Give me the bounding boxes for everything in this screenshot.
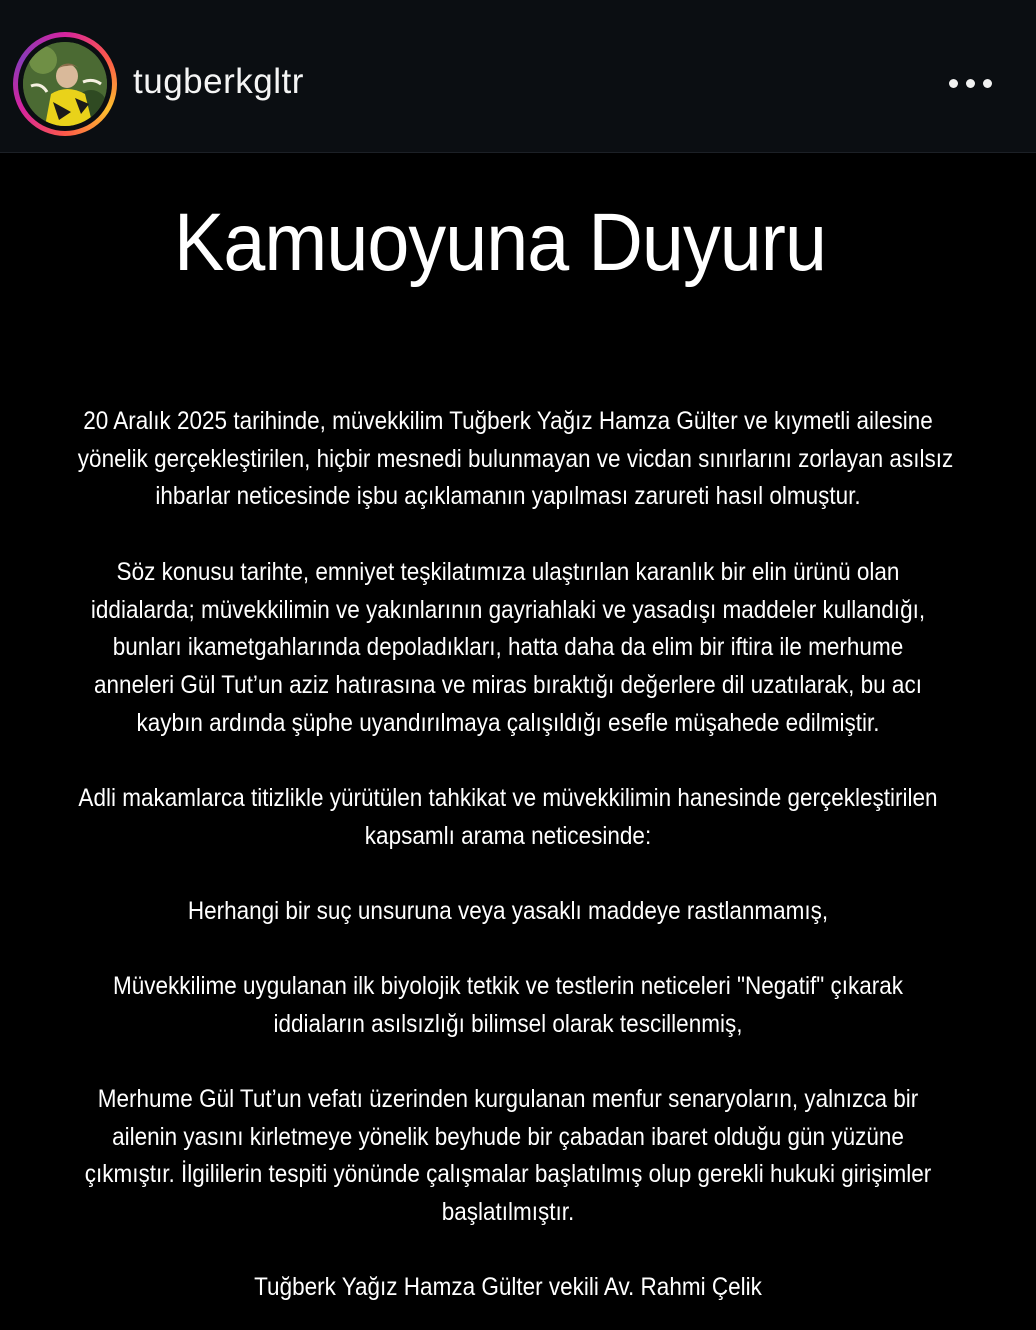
more-horizontal-icon-dot [966, 79, 975, 88]
text-line: iddiaların asılsızlığı bilimsel olarak tescillenmiş, [273, 1009, 743, 1038]
paragraph-allegations [30, 554, 986, 743]
text-line: ihbarlar neticesinde işbu açıklamanın yapılması zarureti hasıl olmuştur. [155, 482, 861, 511]
text-line: Tuğberk Yağız Hamza Gülter vekili Av. Rahmi Çelik [254, 1273, 762, 1301]
post-header [0, 0, 1036, 153]
paragraph-finding-3 [30, 1081, 986, 1232]
text-line: Söz konusu tarihte, emniyet teşkilatımıza ulaştırılan karanlık bir elin ürünü olan [116, 558, 900, 586]
paragraph-finding-1 [30, 893, 986, 931]
text-line: Merhume Gül Tut’un vefatı üzerinden kurgulanan menfur senaryoların, yalnızca bir [97, 1085, 919, 1113]
text-line: anneleri Gül Tut’un aziz hatırasına ve miras bıraktığı değerlere dil uzatılarak, bu acı [94, 671, 922, 700]
text-line: kapsamlı arama neticesinde: [364, 821, 652, 850]
username[interactable]: tugberkgltr [133, 62, 304, 101]
text-line: kaybın ardında şüphe uyandırılmaya çalışıldığı esefle müşahede edilmiştir. [136, 708, 880, 737]
text-line: 20 Aralık 2025 tarihinde, müvekkilim Tuğberk Yağız Hamza Gülter ve kıymetli ailesine [83, 407, 933, 435]
story-ring[interactable] [13, 32, 117, 136]
text-line: Adli makamlarca titizlikle yürütülen tahkikat ve müvekkilimin hanesinde gerçekleştirilen [78, 784, 938, 812]
more-horizontal-icon [949, 79, 958, 88]
text-line: iddialarda; müvekkilimin ve yakınlarının gayriahlaki ve yasadışı maddeler kullandığı, [90, 595, 926, 624]
avatar-gap [18, 37, 112, 131]
avatar[interactable] [23, 42, 107, 126]
paragraph-intro [30, 403, 986, 516]
text-line: Herhangi bir suç unsuruna veya yasaklı maddeye rastlanmamış, [187, 897, 829, 925]
paragraph-investigation [30, 780, 986, 855]
more-horizontal-icon-dot [983, 79, 992, 88]
text-line: bunları ikametgahlarında depoladıkları, hatta daha da elim bir iftira ile merhume [112, 633, 904, 662]
text-line: ailenin yasını kirletmeye yönelik beyhude bir çabadan ibaret olduğu gün yüzüne [112, 1122, 904, 1151]
post-image [0, 153, 1036, 1330]
more-options-button[interactable] [940, 62, 1000, 104]
profile-avatar [23, 42, 107, 126]
text-line: yönelik gerçekleştirilen, hiçbir mesnedi bulunmayan ve vicdan sınırlarını zorlayan asılsız [77, 444, 954, 473]
text-line: başlatılmıştır. [441, 1198, 575, 1227]
text-line: Müvekkilime uygulanan ilk biyolojik tetkik ve testlerin neticeleri "Negatif" çıkarak [112, 972, 904, 1000]
text-line: çıkmıştır. İlgililerin tespiti yönünde çalışmalar başlatılmış olup gerekli hukuki girişimler [84, 1160, 932, 1189]
signature-line [30, 1269, 986, 1307]
announcement-title: Kamuoyuna Duyuru [173, 197, 827, 288]
paragraph-finding-2 [30, 968, 986, 1043]
